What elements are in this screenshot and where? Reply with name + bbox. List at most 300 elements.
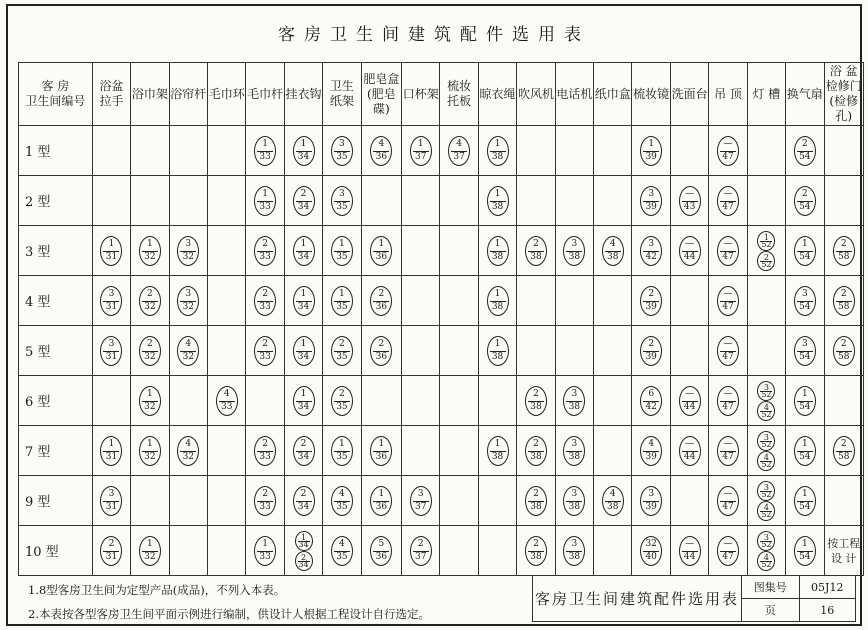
detail-index-symbol [794,186,816,216]
sheet-page-number: 52 [761,389,772,399]
sheet-page-number: 39 [645,151,657,162]
detail-index-symbol [679,186,701,216]
detail-index-symbol [794,536,816,566]
column-header: 吊 顶 [709,63,747,126]
table-cell [632,126,670,176]
sheet-page-number: 38 [568,401,581,412]
table-cell [747,326,785,376]
detail-index-symbol [331,436,353,466]
table-cell [361,176,401,226]
sheet-page-number: 36 [375,301,388,312]
detail-index-symbol [794,436,816,466]
table-cell [402,476,440,526]
sheet-page-number: 47 [722,351,734,362]
detail-number: 1 [417,138,424,149]
table-cell [246,276,284,326]
detail-index-symbol [139,286,161,316]
table-cell [361,426,401,476]
sheet-page-number: 54 [799,201,811,212]
detail-index-symbol [177,286,199,316]
table-cell [323,226,361,276]
detail-index-symbol [139,386,161,416]
detail-index-symbol [139,536,161,566]
sheet-page-number: 54 [799,551,811,562]
sheet-page-number: 43 [683,201,696,212]
detail-index-symbol [370,136,392,166]
table-cell [323,376,361,426]
detail-number: 1 [262,138,268,149]
column-header: 口杯架 [402,63,440,126]
table-cell [670,276,708,326]
sheet-page-number: 39 [645,351,657,362]
notes [28,578,430,626]
detail-index-symbol [794,336,816,366]
detail-index-symbol [525,386,547,416]
table-cell [402,176,440,226]
detail-number: 3 [185,288,192,299]
table-cell [517,376,555,426]
detail-number: 3 [185,238,192,249]
detail-number: 6 [648,388,655,399]
table-cell [709,176,747,226]
sheet-page-number: 33 [259,251,271,262]
detail-number: — [723,338,733,349]
detail-index-symbol [139,336,161,366]
sheet-page-number: 52 [761,239,772,249]
sheet-page-number: 35 [336,201,348,212]
detail-number: 2 [339,388,345,399]
detail-number: 1 [300,288,307,299]
table-cell [670,326,708,376]
table-cell [440,376,478,426]
detail-index-symbol [254,536,276,566]
detail-number: 1 [300,138,307,149]
note-item: 1.8型客房卫生间为定型产品(成品)，不列入本表。 [28,583,286,597]
row-type-label: 2 型 [19,176,93,226]
sheet-page-number: 58 [838,251,850,262]
table-cell [284,376,322,426]
sheet-page-number: 36 [375,251,388,262]
detail-number: 4 [185,338,192,349]
table-cell [169,526,207,576]
table-cell [440,426,478,476]
sheet-page-number: 34 [297,151,310,162]
sheet-page-number: 37 [415,151,427,162]
table-cell [246,126,284,176]
detail-index-symbol [293,236,315,266]
detail-number: 4 [223,388,230,399]
table-cell [632,276,670,326]
table-cell [92,126,130,176]
column-header: 挂衣钩 [284,63,322,126]
sheet-page-number: 32 [182,301,195,312]
sheet-page-number: 38 [491,301,504,312]
detail-index-symbol [525,536,547,566]
detail-number: 2 [262,238,268,249]
detail-number: 2 [533,538,539,549]
table-cell [747,476,785,526]
detail-number: 4 [456,138,463,149]
detail-number: 3 [571,238,578,249]
detail-index-stack [748,381,785,421]
table-cell [131,126,169,176]
table-cell [402,376,440,426]
sheet-page-number: 38 [491,451,504,462]
table-cell [402,126,440,176]
table-cell [478,526,516,576]
table-cell [440,526,478,576]
table-cell [361,376,401,426]
table-cell [555,326,593,376]
sheet-page-number: 38 [568,251,581,262]
table-cell [747,226,785,276]
detail-index-symbol [293,486,315,516]
detail-index-symbol [717,336,739,366]
table-cell [361,326,401,376]
detail-number: 1 [801,388,808,399]
detail-number: 32 [645,538,657,549]
detail-number: — [723,288,733,299]
detail-index-symbol [370,486,392,516]
atlas-label: 图集号 [742,576,800,599]
detail-number: 2 [262,438,268,449]
sheet-page-number: 47 [722,301,734,312]
note-item: 2.本表按各型客房卫生间平面示例进行编制，供设计人根据工程设计自行选定。 [28,607,430,621]
table-cell [246,426,284,476]
detail-number: 4 [378,138,385,149]
table-cell [517,126,555,176]
detail-number: 3 [108,338,115,349]
table-cell [284,176,322,226]
sheet-page-number: 37 [453,151,465,162]
table-cell [131,376,169,426]
detail-index-symbol [717,536,739,566]
detail-index-symbol [293,286,315,316]
sheet-page-number: 34 [297,201,310,212]
sheet-page-number: 35 [336,301,348,312]
sheet-page-number: 39 [645,451,657,462]
table-cell [824,176,863,226]
table-cell [323,276,361,326]
table-cell [92,476,130,526]
detail-index-symbol [640,436,662,466]
table-cell [747,426,785,476]
table-cell [555,476,593,526]
table-cell [323,476,361,526]
detail-number: 1 [494,288,501,299]
sheet-page-number: 33 [259,201,271,212]
detail-number: 1 [763,232,769,242]
detail-index-symbol [640,336,662,366]
sheet-page-number: 37 [415,551,427,562]
detail-index-symbol [254,186,276,216]
detail-index-symbol [602,486,624,516]
detail-number: 3 [417,488,424,499]
detail-number: 1 [801,488,808,499]
sheet-page-number: 34 [297,301,310,312]
table-row [19,326,864,376]
detail-index-symbol [254,486,276,516]
table-cell [709,376,747,426]
table-cell [131,426,169,476]
table-cell [709,276,747,326]
detail-index-symbol [295,551,313,571]
sheet-page-number: 54 [799,351,811,362]
sheet-page-number: 54 [799,251,811,262]
row-type-label: 10 型 [19,526,93,576]
detail-number: 2 [339,338,345,349]
sheet-page-number: 32 [182,351,195,362]
table-cell [670,426,708,476]
sheet-page-number: 39 [645,301,657,312]
detail-index-symbol [100,336,122,366]
detail-index-symbol [331,486,353,516]
table-cell [786,426,824,476]
table-cell [594,226,632,276]
sheet-page-number: 38 [607,501,619,512]
detail-number: 3 [801,288,808,299]
table-cell [208,476,246,526]
column-header: 毛巾杆 [246,63,284,126]
detail-index-symbol [640,286,662,316]
table-cell [92,526,130,576]
table-cell [92,376,130,426]
detail-index-symbol [410,536,432,566]
detail-index-symbol [254,136,276,166]
detail-index-symbol [717,136,739,166]
sheet-page-number: 47 [722,451,734,462]
table-cell [670,176,708,226]
detail-number: 2 [533,388,539,399]
table-cell [786,376,824,426]
detail-index-symbol [757,431,775,451]
detail-index-symbol [370,536,392,566]
detail-index-symbol [717,186,739,216]
column-header: 梳妆 托板 [440,63,478,126]
detail-number: 3 [571,388,578,399]
table-cell [131,226,169,276]
detail-number: 2 [147,288,153,299]
table-cell [284,526,322,576]
table-cell [361,276,401,326]
sheet-page-number: 36 [375,551,388,562]
table-cell [246,226,284,276]
table-cell [632,526,670,576]
sheet-page-number: 36 [375,501,388,512]
cell-note: 按工程 设 计 [824,526,863,576]
table-cell [709,226,747,276]
detail-index-stack [748,481,785,521]
table-cell [670,376,708,426]
table-cell [632,326,670,376]
table-cell [670,226,708,276]
detail-index-symbol [139,236,161,266]
detail-index-symbol [525,236,547,266]
table-cell [824,226,863,276]
table-cell [824,426,863,476]
table-cell [169,476,207,526]
detail-number: 2 [300,488,307,499]
detail-number: 4 [648,438,655,449]
detail-number: 2 [533,488,539,499]
table-cell [786,126,824,176]
detail-index-symbol [640,186,662,216]
table-cell [632,426,670,476]
sheet-page-number: 47 [722,501,734,512]
table-cell [478,276,516,326]
detail-number: 3 [763,482,769,492]
detail-number: 2 [300,188,307,199]
table-cell [517,426,555,476]
detail-index-symbol [331,336,353,366]
sheet-page-number: 58 [838,351,850,362]
sheet-page-number: 42 [645,251,657,262]
column-header: 肥皂盒 (肥皂碟) [361,63,401,126]
column-header: 电话机 [555,63,593,126]
sheet-page-number: 31 [105,301,118,312]
sheet-page-number: 35 [336,251,348,262]
table-cell [632,476,670,526]
row-type-label: 6 型 [19,376,93,426]
table-cell [246,326,284,376]
detail-index-symbol [331,186,353,216]
table-cell [747,526,785,576]
table-cell [747,126,785,176]
table-cell [323,526,361,576]
sheet-page-number: 44 [683,401,696,412]
detail-number: 3 [801,338,808,349]
detail-index-symbol [757,531,775,551]
detail-index-symbol [833,336,855,366]
table-row [19,476,864,526]
sheet-page-number: 38 [491,351,504,362]
column-header: 洗面台 [670,63,708,126]
sheet-page-number: 38 [530,451,542,462]
table-cell [361,526,401,576]
table-cell [786,326,824,376]
detail-number: 2 [262,338,268,349]
table-cell [323,426,361,476]
detail-number: 4 [185,438,192,449]
table-cell [440,226,478,276]
detail-index-symbol [254,286,276,316]
detail-index-symbol [640,486,662,516]
table-cell [517,176,555,226]
detail-number: — [685,188,695,199]
table-cell [402,426,440,476]
detail-index-symbol [370,436,392,466]
sheet-page-number: 52 [761,439,772,449]
column-header: 灯 槽 [747,63,785,126]
table-cell [594,326,632,376]
column-header: 卫生 纸架 [323,63,361,126]
column-header: 梳妆镜 [632,63,670,126]
detail-number: 4 [609,238,616,249]
sheet-page-number: 34 [297,401,310,412]
detail-number: 1 [108,438,115,449]
detail-number: 2 [262,488,268,499]
sheet-page-number: 52 [761,509,772,519]
detail-number: — [685,238,695,249]
detail-index-symbol [679,236,701,266]
sheet-page-number: 42 [645,401,657,412]
detail-number: 3 [648,188,655,199]
sheet-page-number: 52 [761,409,772,419]
table-cell [92,326,130,376]
detail-index-symbol [757,551,775,571]
table-cell [402,326,440,376]
detail-index-stack [748,431,785,471]
row-type-label: 3 型 [19,226,93,276]
table-cell [709,126,747,176]
sheet-page-number: 35 [336,451,348,462]
table-cell [478,226,516,276]
table-cell [208,326,246,376]
detail-index-symbol [794,486,816,516]
detail-number: 1 [378,438,385,449]
detail-index-symbol [293,436,315,466]
table-cell [478,426,516,476]
table-cell [92,426,130,476]
detail-index-symbol [640,236,662,266]
table-cell [169,426,207,476]
table-cell [361,226,401,276]
table-cell [284,276,322,326]
detail-number: 1 [494,438,501,449]
column-header: 浴 盆 检修门 (检修孔) [824,63,863,126]
column-header: 换气扇 [786,63,824,126]
detail-number: 4 [763,452,769,462]
sheet-page-number: 38 [607,251,619,262]
detail-index-symbol [717,286,739,316]
table-cell [786,276,824,326]
table-cell [517,276,555,326]
detail-number: 1 [147,238,153,249]
table-row [19,226,864,276]
column-header: 客 房 卫生间编号 [19,63,93,126]
detail-index-symbol [487,186,509,216]
table-cell [555,226,593,276]
table-cell [131,526,169,576]
detail-number: 1 [494,188,501,199]
fittings-table [18,62,864,576]
table-cell [555,176,593,226]
sheet-page-number: 54 [799,501,811,512]
page-label: 页 [742,599,800,622]
table-cell [92,226,130,276]
table-cell [709,526,747,576]
table-cell [747,176,785,226]
table-cell [517,226,555,276]
sheet-page-number: 40 [645,551,657,562]
table-cell [131,476,169,526]
table-row [19,276,864,326]
sheet-page-number: 36 [375,151,388,162]
table-row [19,376,864,426]
detail-number: 3 [108,488,115,499]
detail-number: 3 [339,188,345,199]
table-cell [594,376,632,426]
sheet-page-number: 32 [182,251,195,262]
detail-number: 5 [378,538,385,549]
sheet-page-number: 38 [530,551,542,562]
table-cell [632,376,670,426]
table-cell [555,526,593,576]
table-cell [594,476,632,526]
detail-index-symbol [370,236,392,266]
detail-index-symbol [794,386,816,416]
table-cell [478,476,516,526]
